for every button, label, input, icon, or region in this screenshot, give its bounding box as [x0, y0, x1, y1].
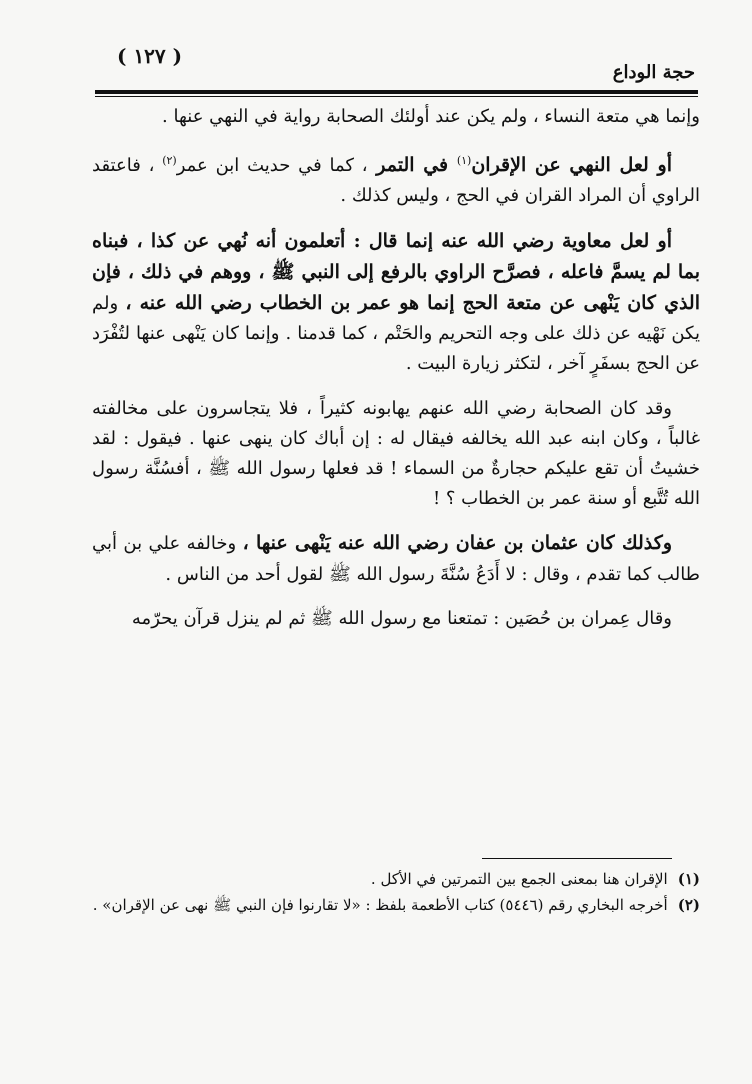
footnote-number: (٢) — [677, 896, 700, 914]
footnote-text: الإقران هنا بمعنى الجمع بين التمرتين في الأكل . — [370, 870, 668, 888]
footnote-text: أخرجه البخاري رقم (٥٤٤٦) كتاب الأطعمة بلفظ : «لا تقارنوا فإن النبي ﷺ نهى عن الإقران» . — [92, 896, 668, 914]
footnote — [92, 892, 700, 918]
paragraph-text: ، فاعتقد الراوي أن المراد القران في الحج ، وليس كذلك . — [92, 155, 700, 207]
paragraph-bold-text: أو لعل النهي عن الإقران — [471, 154, 672, 177]
paragraph-bold-text: أو لعل معاوية رضي الله عنه إنما قال : أتعلمون أنه نُهي عن كذا ، فبناه بما لم يسمَّ فاعله ، فصرَّح الراوي بالرفع إلى النبي ﷺ ، ووهم في ذلك ، فإن الذي كان يَنْهى عن متعة الحج إنما هو عمر بن الخطاب رضي الله عنه ، — [92, 229, 700, 315]
paragraph — [92, 604, 700, 634]
paragraph — [92, 102, 700, 132]
footnote-ref: (١) — [456, 154, 472, 168]
main-text — [92, 102, 700, 648]
page-number: ( ١٢٧ ) — [117, 44, 183, 68]
footnote-ref: (٢) — [162, 154, 177, 168]
header-rule-thin — [95, 96, 698, 97]
paragraph — [92, 528, 700, 589]
paragraph-text: وقد كان الصحابة رضي الله عنهم يهابونه كثيراً ، فلا يتجاسرون على مخالفته غالباً ، وكان ابنه عبد الله يخالفه فيقال له : إن أباك كان ينهى عنها . فيقول : لقد خشيتُ أن تقع عليكم حجارةٌ من السماء ! قد فعلها رسول الله ﷺ ، أفسُنَّة رسول الله تُتَّبع أو سنة عمر بن الخطاب ؟ ! — [92, 397, 700, 510]
paragraph-bold-text: في التمر — [367, 154, 457, 177]
page-header — [95, 38, 695, 88]
paragraph-text: وقال عِمران بن حُصَين : تمتعنا مع رسول الله ﷺ ثم لم ينزل قرآن يحرّمه — [131, 607, 672, 629]
paragraph-text: وخالفه علي بن أبي طالب كما تقدم ، وقال : لا أَدَعُ سُنَّةَ رسول الله ﷺ لقول أحد من الناس . — [92, 533, 700, 585]
paragraph-text: وإنما هي متعة النساء ، ولم يكن عند أولئك الصحابة رواية في النهي عنها . — [162, 106, 700, 127]
paragraph-bold-text: وكذلك كان عثمان بن عفان رضي الله عنه يَنْهى عنها ، — [242, 532, 673, 555]
paragraph — [92, 226, 700, 380]
footnotes — [92, 866, 700, 918]
header-rule-thick — [95, 90, 698, 94]
footnote — [92, 866, 700, 892]
paragraph-text: ولم يكن نَهْيه عن ذلك على وجه التحريم والحَتْم ، كما قدمنا . وإنما كان يَنْهى عنها لتُفْرَد عن الحج بسفَرٍ آخر ، لتكثر زيارة البيت . — [92, 293, 700, 375]
paragraph-text: ، كما في حديث ابن عمر — [176, 155, 368, 177]
paragraph — [92, 146, 700, 211]
paragraph — [92, 394, 700, 515]
footnote-separator — [482, 858, 672, 859]
footnote-number: (١) — [677, 870, 700, 888]
running-title: حجة الوداع — [612, 62, 695, 83]
